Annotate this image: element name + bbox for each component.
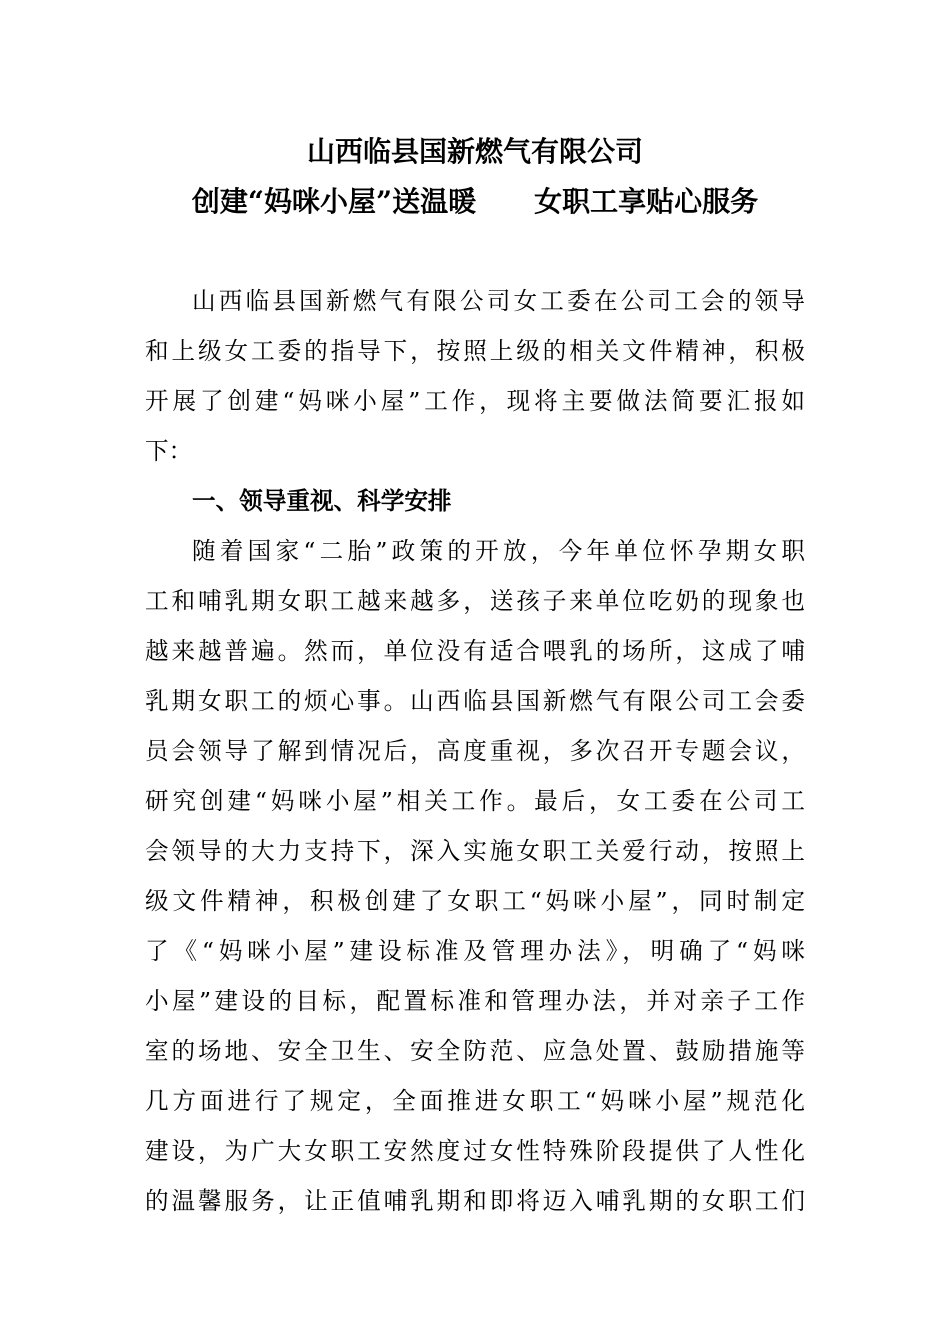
paragraph-2-line-6: 研究创建“妈咪小屋”相关工作。最后，女工委在公司工 [145, 787, 805, 815]
document-title-line-2-part-1: 创建“妈咪小屋”送温暖 [191, 185, 477, 218]
paragraph-2-line-3: 越来越普遍。然而，单位没有适合喂乳的场所，这成了哺 [145, 637, 805, 665]
paragraph-2-line-5: 员会领导了解到情况后，高度重视，多次召开专题会议， [145, 737, 805, 765]
paragraph-2-line-14: 的温馨服务，让正值哺乳期和即将迈入哺乳期的女职工们 [145, 1187, 805, 1215]
paragraph-1-line-2: 和上级女工委的指导下，按照上级的相关文件精神，积极 [145, 337, 805, 365]
paragraph-2-line-12: 几方面进行了规定，全面推进女职工“妈咪小屋”规范化 [145, 1087, 805, 1115]
document-title-line-2 [0, 182, 950, 222]
paragraph-2-line-9: 了《“妈咪小屋”建设标准及管理办法》，明确了“妈咪 [145, 937, 805, 965]
paragraph-1-line-3: 开展了创建“妈咪小屋”工作，现将主要做法简要汇报如 [145, 387, 805, 415]
paragraph-1-line-1: 山西临县国新燃气有限公司女工委在公司工会的领导 [192, 287, 805, 315]
paragraph-2-line-2: 工和哺乳期女职工越来越多，送孩子来单位吃奶的现象也 [145, 587, 805, 615]
paragraph-2-line-10: 小屋”建设的目标，配置标准和管理办法，并对亲子工作 [145, 987, 805, 1015]
paragraph-2-line-1: 随着国家“二胎”政策的开放，今年单位怀孕期女职 [192, 537, 805, 565]
paragraph-2-line-7: 会领导的大力支持下，深入实施女职工关爱行动，按照上 [145, 837, 805, 865]
document-title-line-2-part-2: 女职工享贴心服务 [534, 185, 759, 218]
paragraph-1-line-4: 下： [145, 437, 193, 465]
document-body [145, 276, 805, 1226]
paragraph-2-line-13: 建设，为广大女职工安然度过女性特殊阶段提供了人性化 [145, 1137, 805, 1165]
document-title-line-1: 山西临县国新燃气有限公司 [306, 135, 643, 168]
paragraph-2-line-8: 级文件精神，积极创建了女职工“妈咪小屋”，同时制定 [145, 887, 805, 915]
section-heading-1: 一、领导重视、科学安排 [192, 487, 452, 515]
paragraph-2-line-11: 室的场地、安全卫生、安全防范、应急处置、鼓励措施等 [145, 1037, 805, 1065]
paragraph-2-line-4: 乳期女职工的烦心事。山西临县国新燃气有限公司工会委 [145, 687, 805, 715]
